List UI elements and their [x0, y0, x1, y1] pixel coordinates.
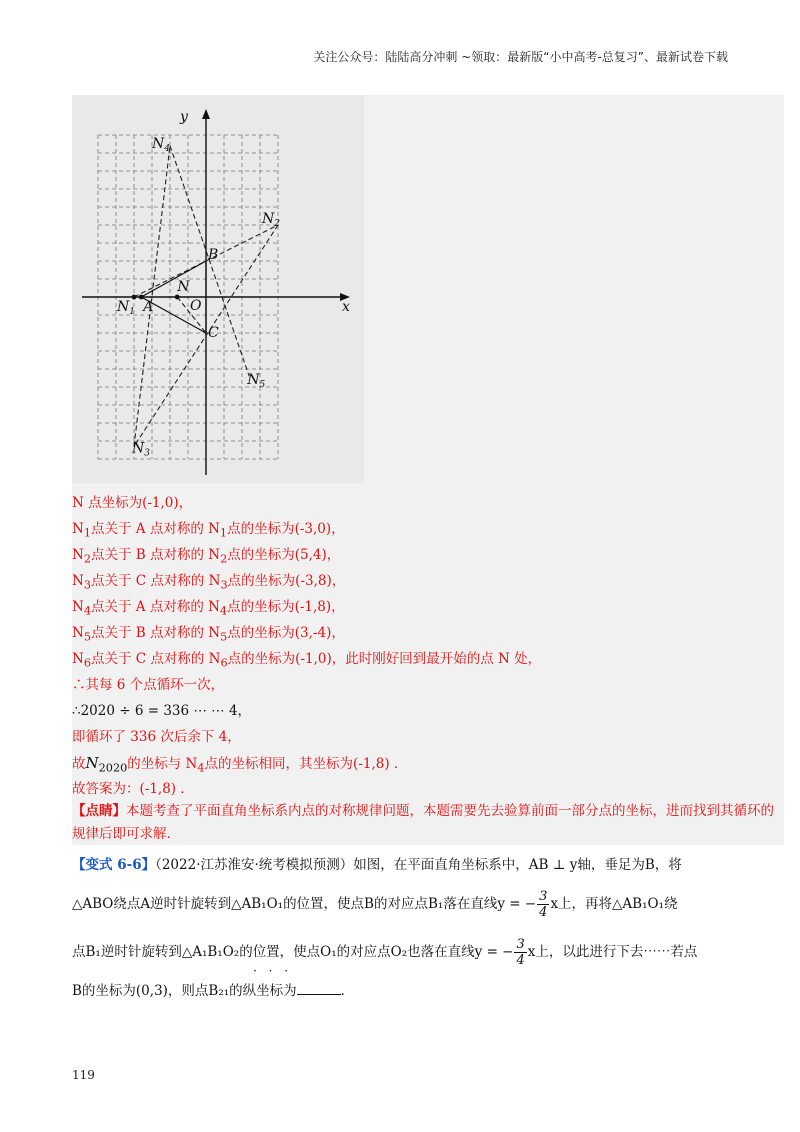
- solution-line: $N_5$点关于 B 点对称的 $N_5$点的坐标为(3,-4)，: [72, 625, 345, 644]
- solution-line: $N_6$点关于 C 点对称的 $N_6$点的坐标为(-1,0)，此时刚好回到最开始的点 N 处，: [72, 651, 542, 670]
- solution-line: $N_4$点关于 A 点对称的 $N_4$点的坐标为(-1,8)，: [72, 599, 345, 618]
- fraction: $\frac{3}{4}$: [516, 937, 525, 968]
- solution-line: $N_3$点关于 C 点对称的 $N_3$点的坐标为(-3,8)，: [72, 573, 346, 592]
- coordinate-figure: [72, 95, 364, 483]
- solution-line: ∴其每 6 个点循环一次，: [72, 677, 225, 693]
- variant-tag: 【变式 6-6】: [72, 857, 156, 873]
- point-n2-label: $N_2$: [262, 211, 280, 229]
- solution-line: 故答案为：(-1,8) ．: [72, 781, 194, 797]
- variant-problem: 【变式 6-6】（2022·江苏淮安·统考模拟预测）如图，在平面直角坐标系中，AB ⊥ y轴，垂足为B，将 △ABO绕点A逆时针旋转到△AB₁O₁的位置，使点B的对应点B₁落在直线y = − $\frac{3}{4}$ x上，再将△AB₁O₁绕 点B₁逆时针旋转到△A₁B₁O₂的位置，使点O₁的对应点O₂也落在直线y = − $\frac{3}{4}$ x上，以此进行下去⋯⋯若点 B的坐标为(0,3)，则点B₂₁的纵坐标为 ．: [72, 857, 698, 999]
- page-number: 119: [72, 1068, 95, 1082]
- point-dot: [132, 295, 137, 300]
- dianjing-tag: 【点睛】: [72, 803, 126, 819]
- solution-line: N 点坐标为(-1,0)，: [72, 495, 193, 511]
- point-b-label: B: [208, 247, 219, 263]
- point-c-label: C: [208, 325, 219, 341]
- solution-line: 故$N_{2020}$的坐标与 $N_4$点的坐标相同，其坐标为(-1,8) ．: [72, 754, 408, 775]
- variant-line-3a: 点B₁逆时针旋转到△A₁B₁O₂的位置，使点O₁的对应点O₂也落在直线y = −: [72, 944, 514, 960]
- point-a-label: A: [143, 299, 154, 315]
- coordinate-plane-svg: [72, 95, 364, 483]
- point-n5-label: $N_5$: [247, 372, 266, 391]
- point-n4-label: $N_4$: [152, 135, 170, 154]
- origin-label: O: [190, 298, 202, 314]
- point-n1-label: $N_1$: [117, 299, 135, 317]
- fraction: $\frac{3}{4}$: [539, 889, 548, 920]
- x-axis-label: x: [342, 299, 350, 315]
- answer-blank[interactable]: [297, 982, 341, 995]
- variant-line-4a: B的坐标为(0,3)，则点B₂₁的纵坐标为: [72, 983, 297, 999]
- solution-line: $N_1$点关于 A 点对称的 $N_1$点的坐标为(-3,0)，: [72, 521, 345, 540]
- y-axis-label: y: [180, 109, 188, 125]
- solution-text: [72, 490, 784, 802]
- dianjing-text: 本题考查了平面直角坐标系内点的对称规律问题，本题需要先去验算前面一部分点的坐标，进而找到其循环的规律后即可求解．: [72, 803, 774, 842]
- variant-line-2a: △ABO绕点A逆时针旋转到△AB₁O₁的位置，使点B的对应点B₁落在直线y = −: [72, 896, 537, 912]
- y-axis-arrow: [202, 109, 210, 119]
- solution-line: ∴2020 ÷ 6 = 336 ⋯ ⋯ 4，: [72, 703, 252, 719]
- point-dot: [175, 295, 180, 300]
- solution-line: 即循环了 336 次后余下 4，: [72, 729, 241, 745]
- page-header: 关注公众号：陆陆高分冲刺 ~领取：最新版“小中高考-总复习”、最新试卷下载: [313, 50, 728, 64]
- dianjing-remark: [72, 800, 784, 846]
- solution-line: $N_2$点关于 B 点对称的 $N_2$点的坐标为(5,4)，: [72, 547, 341, 566]
- emphasis-dots: · · ·: [253, 964, 293, 978]
- point-n-label: N: [177, 279, 190, 295]
- variant-line-1: （2022·江苏淮安·统考模拟预测）如图，在平面直角坐标系中，AB ⊥ y轴，垂足为B，将: [155, 857, 682, 873]
- point-n3-label: $N_3$: [132, 440, 150, 459]
- variant-line-3b: x上，以此进行下去⋯⋯若点: [527, 944, 698, 960]
- variant-line-2b: x上，再将△AB₁O₁绕: [550, 896, 678, 912]
